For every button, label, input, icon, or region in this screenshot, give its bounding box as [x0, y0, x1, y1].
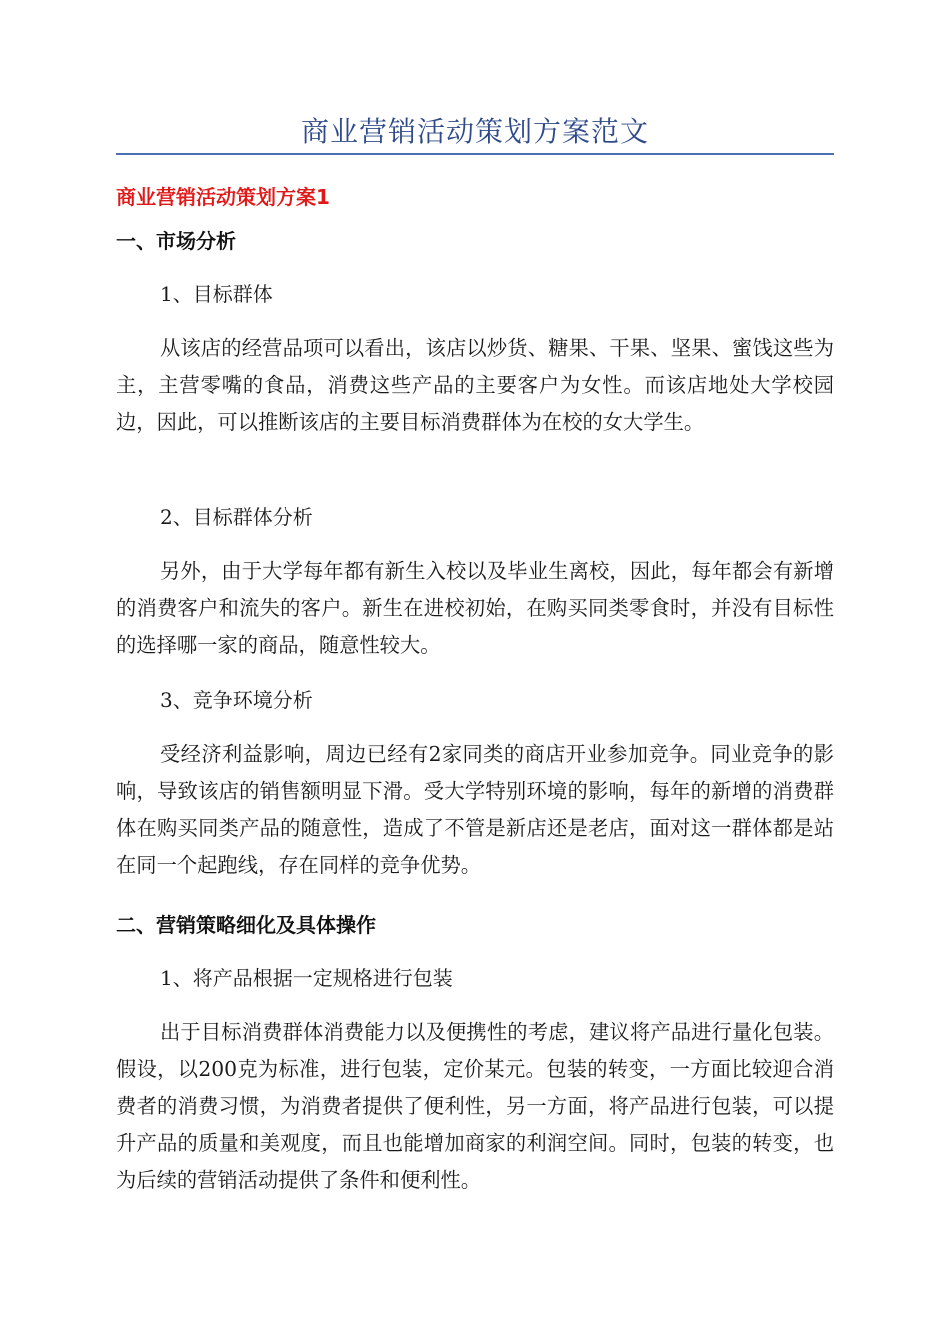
paragraph-competition-analysis: 受经济利益影响，周边已经有2家同类的商店开业参加竞争。同业竞争的影响，导致该店的销售额明显下滑。受大学特别环境的影响，每年的新增的消费群体在购买同类产品的随意性，造成了不管是新店还是老店，面对这一群体都是站在同一个起跑线，存在同样的竞争优势。: [116, 742, 834, 877]
subheading-competition-analysis: 3、竞争环境分析: [160, 688, 313, 712]
paragraph-target-group: 从该店的经营品项可以看出，该店以炒货、糖果、干果、坚果、蜜饯这些为主，主营零嘴的食品，消费这些产品的主要客户为女性。而该店地处大学校园边，因此，可以推断该店的主要目标消费群体为在校的女大学生。: [116, 336, 834, 434]
section-heading-marketing-strategy: 二、营销策略细化及具体操作: [116, 913, 376, 937]
paragraph-packaging: 出于目标消费群体消费能力以及便携性的考虑，建议将产品进行量化包装。假设，以200克为标准，进行包装，定价某元。包装的转变，一方面比较迎合消费者的消费习惯，为消费者提供了便利性，另一方面，将产品进行包装，可以提升产品的质量和美观度，而且也能增加商家的利润空间。同时，包装的转变，也为后续的营销活动提供了条件和便利性。: [116, 1020, 834, 1192]
section-heading-market-analysis: 一、市场分析: [116, 229, 236, 253]
subheading-target-group-analysis: 2、目标群体分析: [160, 505, 313, 529]
subheading-target-group: 1、目标群体: [160, 282, 273, 306]
paragraph-target-group-analysis: 另外，由于大学每年都有新生入校以及毕业生离校，因此，每年都会有新增的消费客户和流失的客户。新生在进校初始，在购买同类零食时，并没有目标性的选择哪一家的商品，随意性较大。: [116, 559, 834, 657]
title-underline: [116, 153, 834, 155]
document-title: 商业营销活动策划方案范文: [300, 115, 649, 148]
plan-heading: 商业营销活动策划方案1: [116, 185, 330, 209]
subheading-packaging: 1、将产品根据一定规格进行包装: [160, 966, 453, 990]
